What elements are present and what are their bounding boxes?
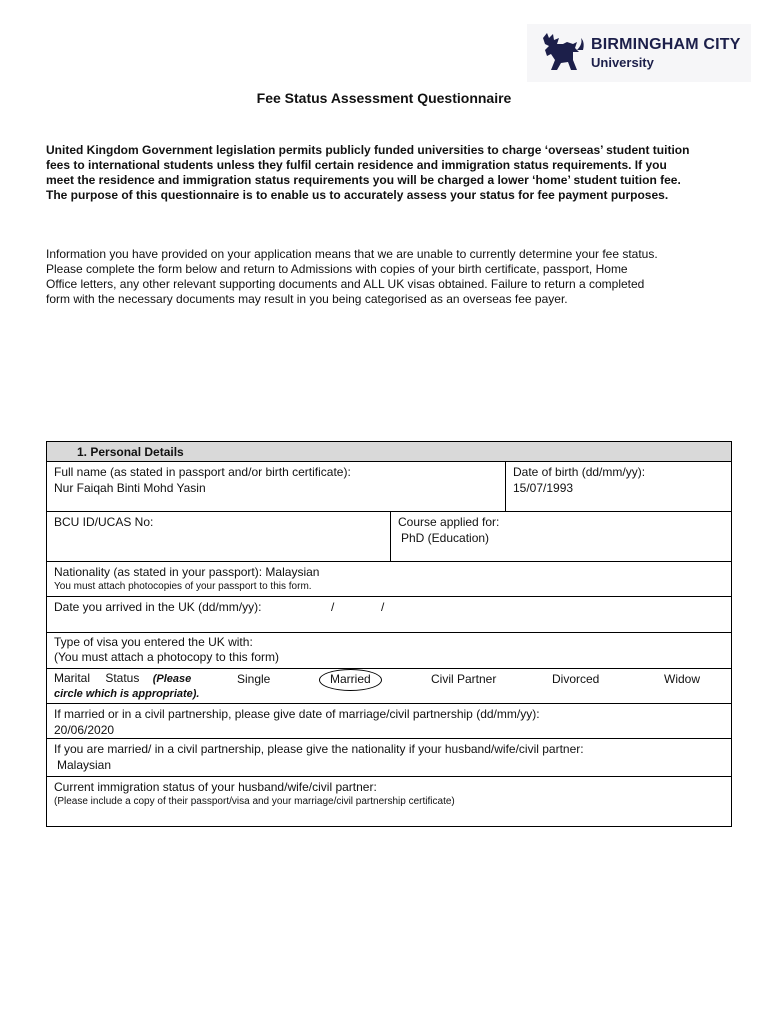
intro-bold-line: United Kingdom Government legislation permits publicly funded universities to charge ‘overseas’ student tuition [46, 143, 690, 157]
page-title: Fee Status Assessment Questionnaire [256, 90, 512, 106]
personal-details-form [46, 441, 732, 827]
intro-bold-line: meet the residence and immigration status requirements you will be charged a lower ‘home’ student tuition fee. [46, 173, 681, 187]
marriage-date-value: 20/06/2020 [54, 723, 115, 737]
date-separator: / [381, 600, 385, 614]
visa-row [47, 633, 731, 669]
arrival-row [47, 597, 731, 633]
intro-line: Information you have provided on your application means that we are unable to currently determine your fee status. [46, 247, 658, 261]
marriage-date-row [47, 704, 731, 739]
marital-label: Marital Status [54, 671, 140, 685]
partner-nationality-row [47, 739, 731, 777]
intro-line: Office letters, any other relevant supporting documents and ALL UK visas obtained. Failure to return a completed [46, 277, 645, 291]
full-name-label: Full name (as stated in passport and/or birth certificate): [54, 465, 351, 479]
marital-hint-cont: circle which is appropriate). [54, 688, 200, 700]
visa-type-field[interactable] [47, 633, 731, 668]
nationality-field[interactable] [47, 562, 731, 596]
marriage-date-field[interactable] [47, 704, 731, 738]
dob-field[interactable] [505, 462, 731, 511]
section-title: 1. Personal Details [47, 442, 731, 461]
course-value: PhD (Education) [401, 531, 490, 545]
nationality-note: You must attach photocopies of your passport to this form. [54, 581, 312, 592]
visa-note: (You must attach a photocopy to this form) [54, 650, 280, 664]
partner-immigration-field[interactable] [47, 777, 731, 828]
marital-label-line [54, 671, 731, 687]
partner-immigration-note: (Please include a copy of their passport/visa and your marriage/civil partnership certificate) [54, 796, 455, 807]
marital-option-married[interactable]: Married [330, 672, 371, 686]
section-header-row [47, 442, 731, 462]
course-field[interactable] [390, 512, 731, 561]
partner-nationality-field[interactable] [47, 739, 731, 776]
bcu-id-field[interactable] [47, 512, 390, 561]
logo-wordmark-line2: University [591, 55, 654, 70]
arrival-label: Date you arrived in the UK (dd/mm/yy): [54, 600, 262, 614]
intro-paragraph-instructions [46, 247, 726, 307]
arrival-date-field[interactable] [47, 597, 731, 632]
partner-nationality-label: If you are married/ in a civil partnership, please give the nationality if your husband/wife/civil partner: [54, 742, 584, 756]
lion-crest-icon [537, 30, 587, 76]
bcu-id-label: BCU ID/UCAS No: [54, 515, 154, 529]
intro-line: Please complete the form below and return to Admissions with copies of your birth certificate, passport, Home [46, 262, 628, 276]
marital-hint: (Please [152, 673, 192, 685]
intro-bold-line: fees to international students unless they fulfil certain residence and immigration status requirements. If you [46, 158, 667, 172]
partner-nationality-value: Malaysian [57, 758, 112, 772]
visa-label: Type of visa you entered the UK with: [54, 635, 253, 649]
id-course-row [47, 512, 731, 562]
nationality-row [47, 562, 731, 597]
full-name-field[interactable] [47, 462, 505, 511]
marital-option-widow[interactable]: Widow [664, 672, 701, 686]
date-separator: / [331, 600, 335, 614]
intro-paragraph-bold [46, 143, 726, 203]
course-label: Course applied for: [398, 515, 500, 529]
full-name-value: Nur Faiqah Binti Mohd Yasin [54, 481, 206, 495]
dob-value: 15/07/1993 [513, 481, 574, 495]
marital-status-field [47, 669, 731, 703]
logo-wordmark-line1: BIRMINGHAM CITY [591, 36, 741, 53]
intro-bold-line: The purpose of this questionnaire is to enable us to accurately assess your status for fee payment purposes. [46, 188, 669, 202]
marital-option-civil-partner[interactable]: Civil Partner [431, 672, 497, 686]
name-dob-row [47, 462, 731, 512]
partner-immigration-row [47, 777, 731, 828]
partner-immigration-label: Current immigration status of your husband/wife/civil partner: [54, 780, 377, 794]
intro-line: form with the necessary documents may result in you being categorised as an overseas fee payer. [46, 292, 568, 306]
marital-option-single[interactable]: Single [237, 672, 271, 686]
marital-status-row [47, 669, 731, 704]
dob-label: Date of birth (dd/mm/yy): [513, 465, 646, 479]
university-logo [527, 24, 751, 82]
nationality-label: Nationality (as stated in your passport): Malaysian [54, 565, 320, 579]
marital-option-divorced[interactable]: Divorced [552, 672, 600, 686]
marriage-date-label: If married or in a civil partnership, please give date of marriage/civil partnership (dd/mm/yy): [54, 707, 540, 721]
